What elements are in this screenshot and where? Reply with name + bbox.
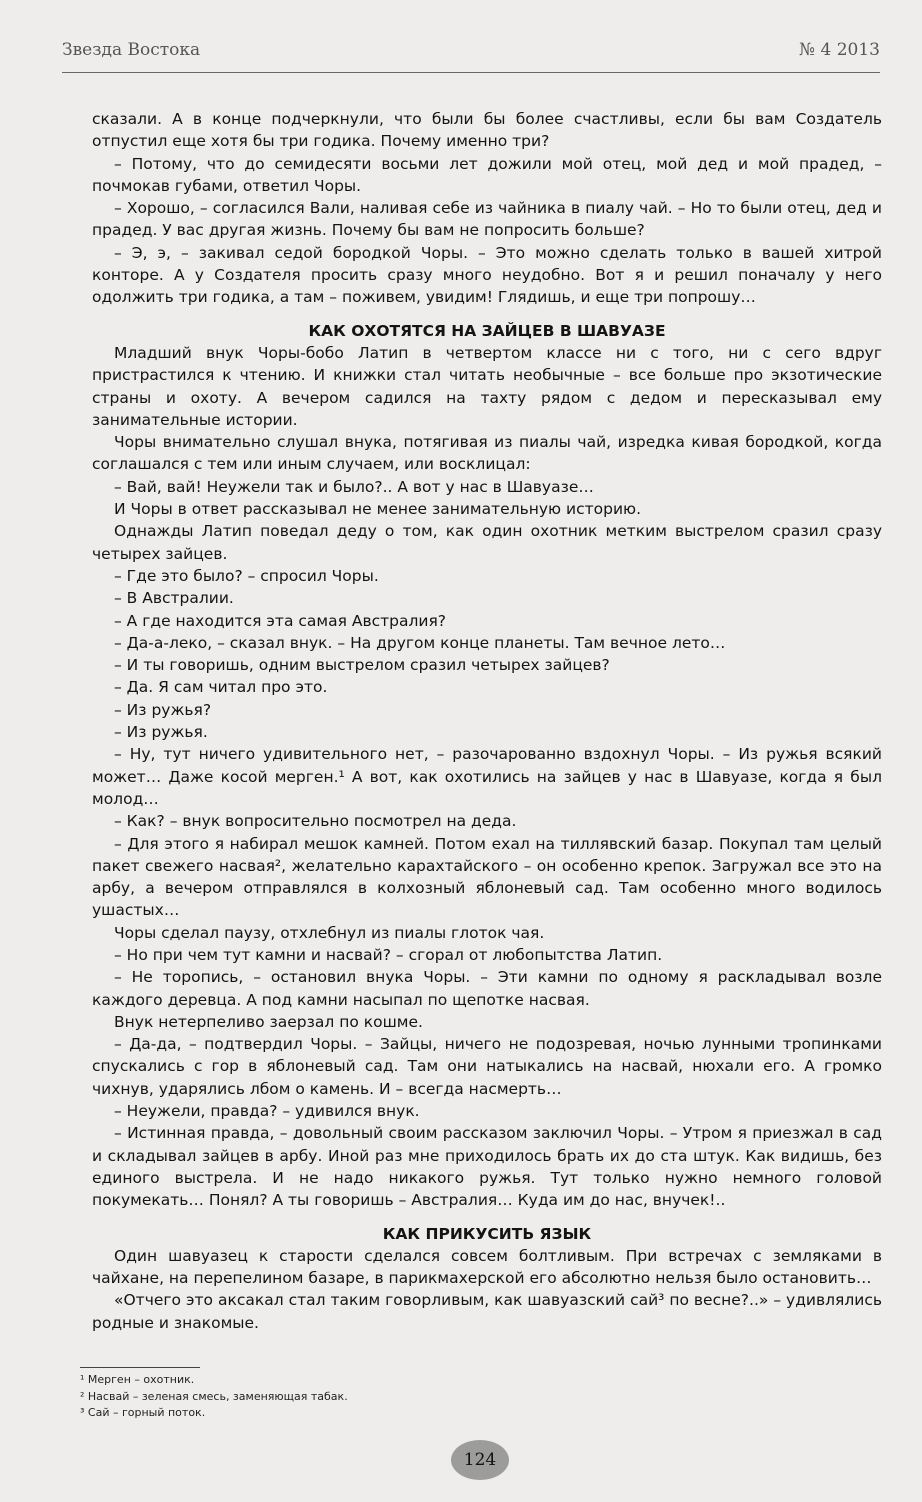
paragraph: – Ну, тут ничего удивительного нет, – разочарованно вздохнул Чоры. – Из ружья всякий может… Даже косой мерген.¹ А вот, как охотились на зайцев у нас в Шавуазе, когда я был молод…	[92, 745, 882, 808]
paragraph: – Хорошо, – согласился Вали, наливая себе из чайника в пиалу чай. – Но то были отец, дед и прадед. У вас другая жизнь. Почему бы вам не попросить больше?	[92, 199, 882, 240]
page-number: 124	[451, 1440, 509, 1480]
paragraph: – Вай, вай! Неужели так и было?.. А вот у нас в Шавуазе…	[114, 477, 594, 496]
footnote: ² Насвай – зеленая смесь, заменяющая табак.	[80, 1389, 348, 1403]
journal-title: Звезда Востока	[62, 40, 201, 60]
paragraph: – Для этого я набирал мешок камней. Потом ехал на тиллявский базар. Покупал там целый пакет свежего насвая², желательно карахтайского – он особенно крепок. Загружал все это на арбу, а вечером отправлялся в колхозный яблоневый сад. Там особенно много водилось ушастых…	[92, 834, 882, 920]
paragraph: Чоры внимательно слушал внука, потягивая из пиалы чай, изредка кивая бородкой, когда соглашался с тем или иным случаем, или восклицал:	[92, 433, 882, 474]
paragraph: – Да-а-леко, – сказал внук. – На другом конце планеты. Там вечное лето…	[114, 633, 726, 652]
paragraph: – Но при чем тут камни и насвай? – сгорал от любопытства Латип.	[114, 945, 663, 964]
paragraph: – Да-да, – подтвердил Чоры. – Зайцы, ничего не подозревая, ночью лунными тропинками спускались с гор в яблоневый сад. Там они натыкались на насвай, нюхали его. А громко чихнув, ударялись лбом о камень. И – всегда насмерть…	[92, 1035, 882, 1098]
paragraph: И Чоры в ответ рассказывал не менее занимательную историю.	[114, 500, 642, 519]
section-heading: КАК ПРИКУСИТЬ ЯЗЫК	[382, 1224, 592, 1243]
paragraph: – Не торопись, – остановил внука Чоры. – Эти камни по одному я раскладывал возле каждого деревца. А под камни насыпал по щепотке насвая.	[92, 968, 882, 1009]
paragraph: «Отчего это аксакал стал таким говорливым, как шавуазский сай³ по весне?..» – удивлялись родные и знакомые.	[92, 1291, 882, 1332]
paragraph: – Истинная правда, – довольный своим рассказом заключил Чоры. – Утром я приезжал в сад и складывал зайцев в арбу. Иной раз мне приходилось брать их до ста штук. Как видишь, без единого выстрела. И не надо никакого ружья. Тут только нужно немного головой покумекать… Понял? А ты говоришь – Австралия… Куда им до нас, внучек!..	[92, 1124, 882, 1210]
paragraph: – Из ружья?	[114, 700, 212, 719]
paragraph: – Потому, что до семидесяти восьми лет дожили мой отец, мой дед и мой прадед, – почмокав губами, ответил Чоры.	[92, 154, 882, 195]
header-rule	[62, 72, 880, 73]
paragraph: Чоры сделал паузу, отхлебнул из пиалы глоток чая.	[114, 923, 545, 942]
paragraph: – Где это было? – спросил Чоры.	[114, 566, 379, 585]
issue-number: № 4 2013	[799, 40, 880, 60]
paragraph: – В Австралии.	[114, 589, 234, 608]
paragraph: – Да. Я сам читал про это.	[114, 678, 328, 697]
footnote-rule	[80, 1367, 200, 1368]
paragraph: – А где находится эта самая Австралия?	[114, 611, 446, 630]
running-head	[62, 40, 880, 60]
paragraph: – Из ружья.	[114, 723, 208, 742]
paragraph: – Э, э, – закивал седой бородкой Чоры. – Это можно сделать только в вашей хитрой конторе. А у Создателя просить сразу много неудобно. Вот я и решил поначалу у него одолжить три годика, а там – поживем, увидим! Глядишь, и еще три попрошу…	[92, 243, 882, 307]
paragraph: Один шавуазец к старости сделался совсем болтливым. При встречах с земляками в чайхане, на перепелином базаре, в парикмахерской его абсолютно нельзя было остановить…	[92, 1246, 882, 1288]
article-body	[92, 108, 882, 1334]
paragraph: сказали. А в конце подчеркнули, что были бы более счастливы, если бы вам Создатель отпустил еще хотя бы три годика. Почему именно три?	[92, 110, 882, 151]
paragraph: – Как? – внук вопросительно посмотрел на деда.	[114, 812, 517, 831]
paragraph: – И ты говоришь, одним выстрелом сразил четырех зайцев?	[114, 656, 610, 675]
paragraph: Внук нетерпеливо заерзал по кошме.	[114, 1012, 423, 1031]
footnotes	[80, 1372, 348, 1422]
section-heading: КАК ОХОТЯТСЯ НА ЗАЙЦЕВ В ШАВУАЗЕ	[308, 321, 666, 340]
footnote: ¹ Мерген – охотник.	[80, 1373, 195, 1386]
paragraph: – Неужели, правда? – удивился внук.	[114, 1102, 420, 1121]
paragraph: Однажды Латип поведал деду о том, как один охотник метким выстрелом сразил сразу четырех зайцев.	[92, 522, 882, 563]
footnote: ³ Сай – горный поток.	[80, 1406, 206, 1419]
paragraph: Младший внук Чоры-бобо Латип в четвертом классе ни с того, ни с сего вдруг пристрастился к чтению. И книжки стал читать необычные – все больше про экзотические страны и охоту. А вечером садился на тахту рядом с дедом и пересказывал ему занимательные истории.	[92, 343, 882, 429]
